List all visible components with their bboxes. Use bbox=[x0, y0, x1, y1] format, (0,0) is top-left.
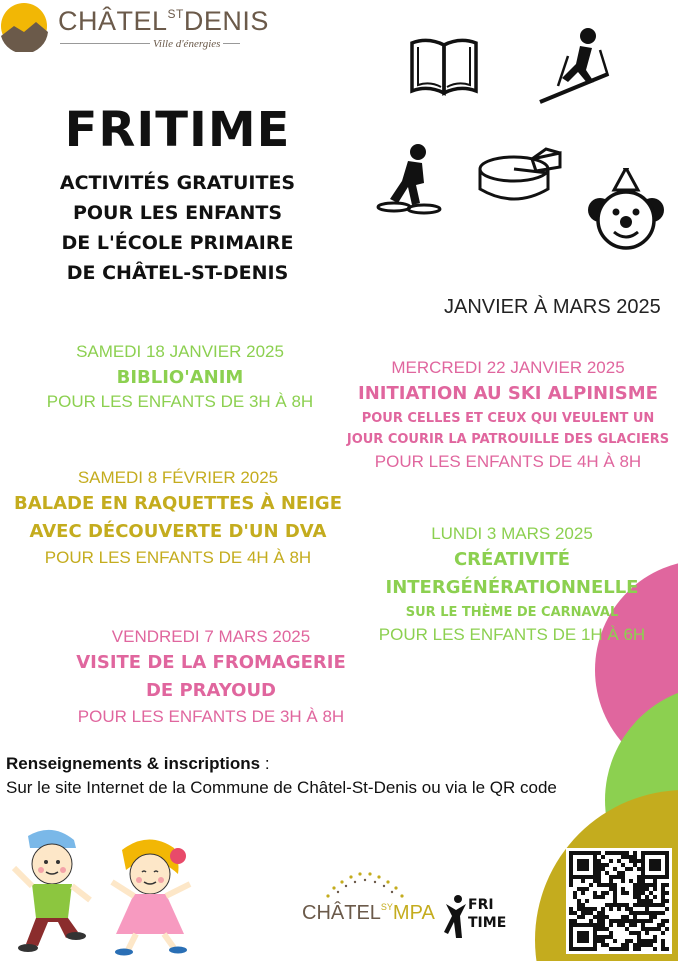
sympa-dots-icon bbox=[318, 870, 412, 898]
sympa-sup: SY bbox=[380, 902, 393, 912]
logo-brand-sup: ST bbox=[167, 7, 184, 21]
book-icon bbox=[408, 33, 480, 99]
event-title: INITIATION AU SKI ALPINISME bbox=[358, 383, 658, 404]
ski-touring-icon bbox=[538, 26, 618, 104]
subtitle-line-3: DE L'ÉCOLE PRIMAIRE bbox=[61, 232, 294, 254]
qr-code[interactable] bbox=[566, 848, 672, 954]
event-title-line-2: AVEC DÉCOUVERTE D'UN DVA bbox=[29, 521, 327, 542]
event-age: POUR LES ENFANTS DE 3H À 8H bbox=[77, 707, 345, 726]
subtitle-line-4: DE CHÂTEL-ST-DENIS bbox=[66, 262, 289, 284]
chatel-logo bbox=[0, 2, 269, 52]
subtitle-line-2: POUR LES ENFANTS bbox=[72, 202, 283, 224]
event-subtitle-line-2: JOUR COURIR LA PATROUILLE DES GLACIERS bbox=[346, 432, 670, 447]
event-ski-alpinisme bbox=[338, 358, 678, 472]
qr-code-pattern bbox=[566, 848, 672, 954]
event-date: VENDREDI 7 MARS 2025 bbox=[111, 627, 311, 646]
event-date: LUNDI 3 MARS 2025 bbox=[431, 524, 593, 543]
fritime-figure-icon bbox=[444, 894, 468, 942]
event-title-line-1: BALADE EN RAQUETTES À NEIGE bbox=[13, 493, 342, 514]
event-title-line-1: VISITE DE LA FROMAGERIE bbox=[76, 652, 346, 673]
page-title: FRITIME bbox=[64, 102, 291, 158]
children-illustration bbox=[2, 826, 202, 956]
period: JANVIER À MARS 2025 bbox=[444, 296, 661, 318]
event-raquettes bbox=[8, 468, 348, 568]
subtitle bbox=[40, 168, 315, 288]
logo-brand: CHÂTEL bbox=[58, 6, 168, 36]
event-creativite bbox=[356, 524, 668, 645]
event-date: MERCREDI 22 JANVIER 2025 bbox=[391, 358, 625, 377]
event-age: POUR LES ENFANTS DE 4H À 8H bbox=[44, 548, 312, 567]
event-title: BIBLIO'ANIM bbox=[116, 367, 244, 388]
event-title-line-1: CRÉATIVITÉ bbox=[453, 549, 571, 570]
event-fromagerie bbox=[46, 627, 376, 727]
subtitle-line-1: ACTIVITÉS GRATUITES bbox=[59, 172, 296, 194]
info-heading-row bbox=[6, 754, 270, 774]
logo-tagline: Ville d'énergies bbox=[150, 38, 223, 50]
fritime-logo bbox=[444, 888, 514, 944]
info-heading-suffix: : bbox=[260, 754, 270, 773]
event-age: POUR LES ENFANTS DE 4H À 8H bbox=[374, 452, 642, 471]
fritime-line-1: FRI bbox=[468, 897, 494, 913]
snowshoe-hiker-icon bbox=[376, 143, 442, 217]
event-subtitle-line-1: POUR CELLES ET CEUX QUI VEULENT UN bbox=[361, 411, 655, 426]
event-date: SAMEDI 8 FÉVRIER 2025 bbox=[77, 468, 279, 487]
event-age: POUR LES ENFANTS DE 3H À 8H bbox=[46, 392, 314, 411]
info-text: Sur le site Internet de la Commune de Châtel-St-Denis ou via le QR code bbox=[6, 778, 557, 797]
cheese-icon bbox=[476, 145, 566, 205]
logo-mark-icon bbox=[0, 2, 50, 52]
event-title-line-2: INTERGÉNÉRATIONNELLE bbox=[385, 577, 639, 598]
logo-brand-end: DENIS bbox=[183, 6, 269, 36]
sympa-end: MPA bbox=[392, 902, 435, 924]
clown-icon bbox=[586, 168, 664, 254]
sympa-brand: CHÂTEL bbox=[302, 902, 381, 924]
info-heading: Renseignements & inscriptions bbox=[6, 754, 261, 773]
event-age: POUR LES ENFANTS DE 1H À 6H bbox=[378, 625, 646, 644]
event-title-line-2: DE PRAYOUD bbox=[145, 680, 277, 701]
event-date: SAMEDI 18 JANVIER 2025 bbox=[76, 342, 284, 361]
event-biblio-anim bbox=[30, 342, 330, 412]
chatel-sympa-logo bbox=[300, 870, 435, 930]
event-subtitle: SUR LE THÈME DE CARNAVAL bbox=[405, 605, 619, 620]
fritime-line-2: TIME bbox=[468, 915, 507, 931]
